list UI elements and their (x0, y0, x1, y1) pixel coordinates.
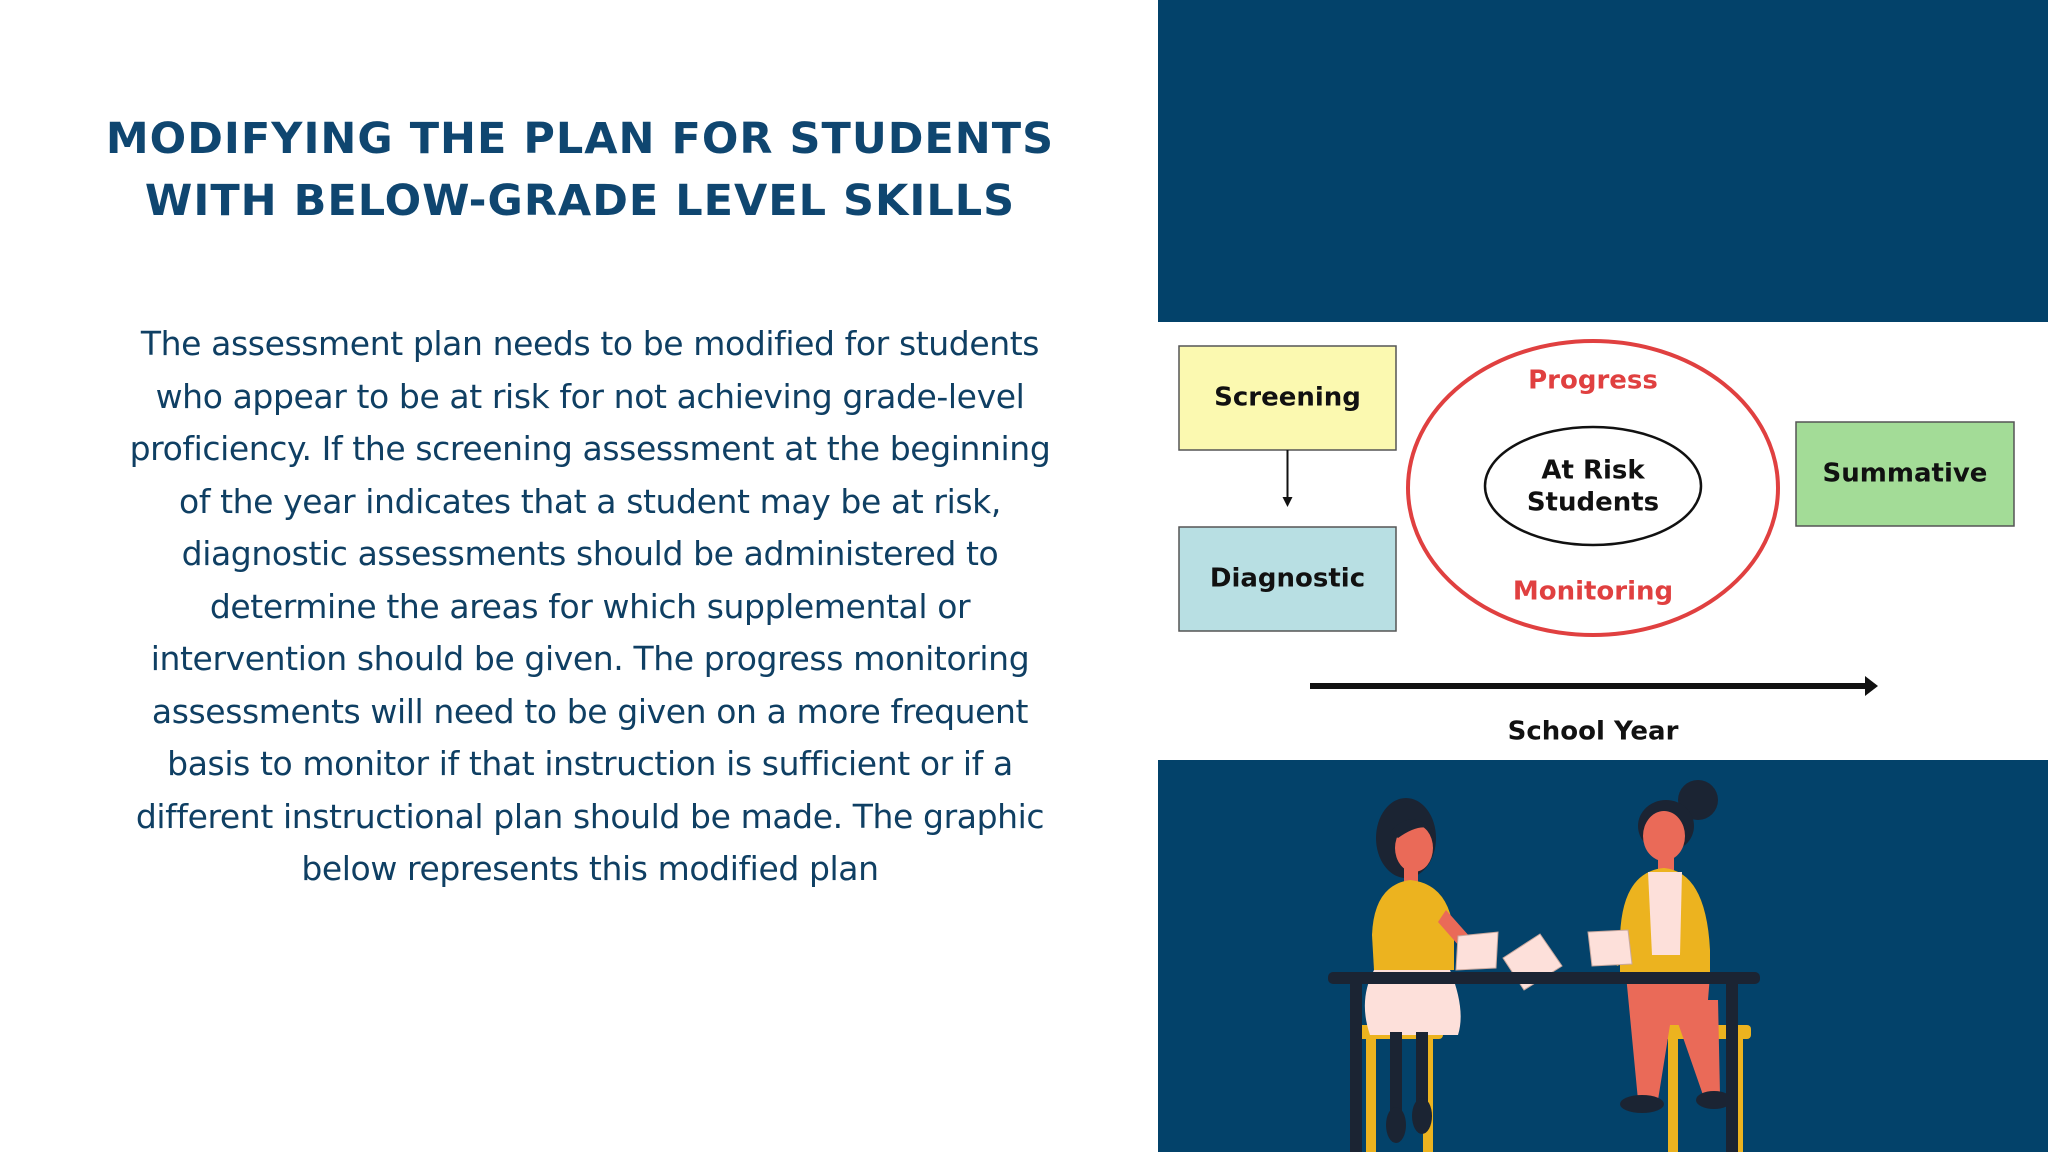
slide-title (100, 108, 1060, 232)
diagnostic-label: Diagnostic (1209, 563, 1366, 594)
body-paragraph: The assessment plan needs to be modified for students who appear to be at risk for not achieving grade-level proficiency. If the screening assessment at the beginning of the year indicates that a student may be at risk, diagnostic assessments should be administered to determine the areas for which supplemental or intervention should be given. The progress monitoring assessments will need to be given on a more frequent basis to monitor if that instruction is sufficient or if a different instructional plan should be made. The graphic below represents this modified plan (129, 324, 1051, 888)
school-year-arrowhead (1865, 676, 1878, 696)
screening-label: Screening (1214, 382, 1361, 413)
cycle-bottom-label: Monitoring (1512, 576, 1674, 607)
title-line-1: MODIFYING THE PLAN FOR STUDENTS (105, 114, 1055, 164)
assessment-diagram (1158, 322, 2048, 760)
at-risk-students-ellipse (1485, 427, 1701, 545)
summative-label: Summative (1822, 458, 1988, 489)
title-line-2: WITH BELOW-GRADE LEVEL SKILLS (144, 176, 1016, 226)
cycle-top-label: Progress (1528, 365, 1658, 396)
school-year-label: School Year (1507, 716, 1679, 747)
center-label-line-2: Students (1526, 487, 1660, 518)
center-label-line-1: At Risk (1541, 455, 1645, 486)
meeting-illustration (1158, 760, 2048, 1152)
